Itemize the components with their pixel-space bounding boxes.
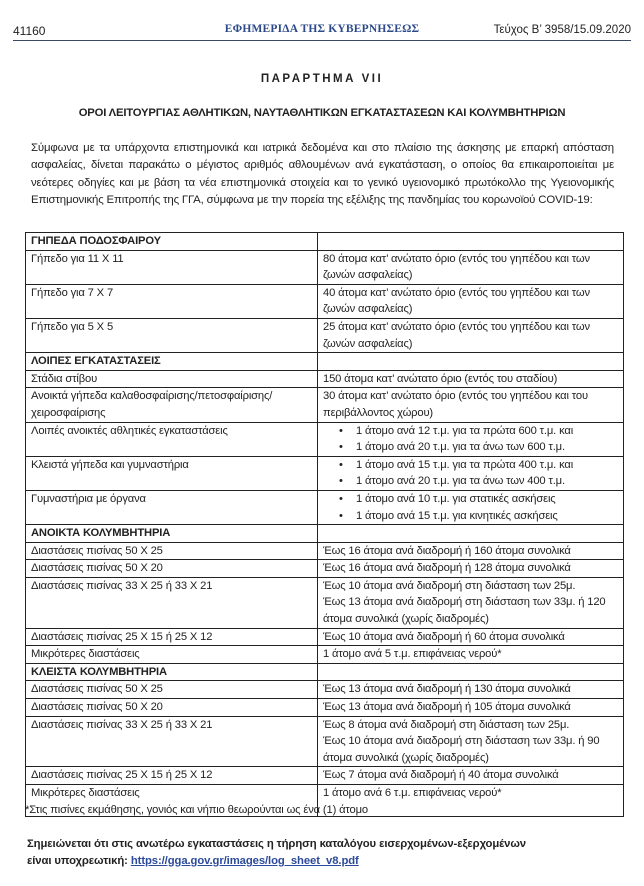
facility-cell: Διαστάσεις πισίνας 50 Χ 25 xyxy=(26,681,318,699)
limit-cell xyxy=(318,560,624,578)
limit-cell xyxy=(318,716,624,767)
facility-cell: Στάδια στίβου xyxy=(26,370,318,388)
limit-cell xyxy=(318,284,624,318)
facility-cell: Γυμναστήρια με όργανα xyxy=(26,490,318,524)
limit-cell xyxy=(318,490,624,524)
document-title: ΟΡΟΙ ΛΕΙΤΟΥΡΓΙΑΣ ΑΘΛΗΤΙΚΩΝ, ΝΑΥΤΑΘΛΗΤΙΚΩΝ ΕΓΚΑΤΑΣΤΑΣΕΩΝ ΚΑΙ ΚΟΛΥΜΒΗΤΗΡΙΩΝ xyxy=(78,107,566,119)
facility-cell: Διαστάσεις πισίνας 25 Χ 15 ή 25 Χ 12 xyxy=(26,767,318,785)
facility-cell: Μικρότερες διαστάσεις xyxy=(26,785,318,817)
table-row xyxy=(26,767,624,785)
bullet-item: • 1 άτομο ανά 20 τ.μ. για τα άνω των 400 τ.μ. xyxy=(323,473,620,490)
section-row xyxy=(26,233,624,251)
facility-cell: Διαστάσεις πισίνας 50 Χ 20 xyxy=(26,560,318,578)
annex-title: ΠΑΡΑΡΤΗΜΑ VII xyxy=(260,73,384,85)
facility-cell: Κλειστά γήπεδα και γυμναστήρια xyxy=(26,456,318,490)
facility-cell: Λοιπές ανοικτές αθλητικές εγκαταστάσεις xyxy=(26,422,318,456)
limit-text: 80 άτομα κατ’ ανώτατο όριο (εντός του γηπέδου και των ζωνών ασφαλείας) xyxy=(323,252,590,282)
table-row xyxy=(26,388,624,422)
facility-cell: Διαστάσεις πισίνας 50 Χ 20 xyxy=(26,699,318,717)
limit-cell xyxy=(318,542,624,560)
capacity-table xyxy=(25,232,624,817)
section-heading: ΑΝΟΙΚΤΑ ΚΟΛΥΜΒΗΤΗΡΙΑ xyxy=(26,525,318,543)
limit-cell xyxy=(318,233,624,251)
limit-text: 40 άτομα κατ’ ανώτατο όριο (εντός του γηπέδου και των ζωνών ασφαλείας) xyxy=(323,286,590,316)
table-row xyxy=(26,318,624,352)
table-row xyxy=(26,490,624,524)
section-row xyxy=(26,663,624,681)
section-row xyxy=(26,353,624,371)
table-row xyxy=(26,284,624,318)
table-row xyxy=(26,456,624,490)
limit-text: Έως 16 άτομα ανά διαδρομή ή 160 άτομα συνολικά xyxy=(323,544,571,557)
section-row xyxy=(26,525,624,543)
limit-text: Έως 13 άτομα ανά διαδρομή ή 130 άτομα συνολικά xyxy=(323,683,571,696)
limit-cell xyxy=(318,388,624,422)
limit-text: Έως 10 άτομα ανά διαδρομή στη διάσταση των 25μ. xyxy=(323,579,576,592)
limit-text: Έως 13 άτομα ανά διαδρομή στη διάσταση των 33μ. ή 120 άτομα συνολικά (χωρίς διαδρομές) xyxy=(323,596,606,626)
log-sheet-note xyxy=(27,836,526,870)
limit-text: Έως 7 άτομα ανά διαδρομή ή 40 άτομα συνολικά xyxy=(323,769,559,782)
page-header xyxy=(13,22,631,41)
limit-cell xyxy=(318,250,624,284)
table-row xyxy=(26,681,624,699)
section-heading: ΚΛΕΙΣΤΑ ΚΟΛΥΜΒΗΤΗΡΙΑ xyxy=(26,663,318,681)
facility-cell: Διαστάσεις πισίνας 33 Χ 25 ή 33 Χ 21 xyxy=(26,577,318,628)
log-sheet-link[interactable]: https://gga.gov.gr/images/log_sheet_v8.pdf xyxy=(130,855,359,867)
limit-cell xyxy=(318,628,624,646)
limit-cell xyxy=(318,456,624,490)
table-row xyxy=(26,542,624,560)
facility-cell: Διαστάσεις πισίνας 25 Χ 15 ή 25 Χ 12 xyxy=(26,628,318,646)
limit-text: 30 άτομα κατ’ ανώτατο όριο (εντός του γηπέδου και του περιβάλλοντος χώρου) xyxy=(323,390,588,419)
facility-cell: Γήπεδο για 5 Χ 5 xyxy=(26,318,318,352)
table-row xyxy=(26,699,624,717)
facility-cell: Γήπεδο για 11 Χ 11 xyxy=(26,250,318,284)
limit-cell xyxy=(318,663,624,681)
limit-cell xyxy=(318,370,624,388)
bullet-item: • 1 άτομο ανά 15 τ.μ. για κινητικές ασκήσεις xyxy=(323,508,620,525)
limit-text: 1 άτομο ανά 6 τ.μ. επιφάνειας νερού* xyxy=(323,787,502,799)
limit-cell xyxy=(318,422,624,456)
limit-cell xyxy=(318,699,624,717)
limit-cell xyxy=(318,353,624,371)
limit-cell xyxy=(318,577,624,628)
facility-cell: Γήπεδο για 7 Χ 7 xyxy=(26,284,318,318)
limit-text: 1 άτομο ανά 5 τ.μ. επιφάνειας νερού* xyxy=(323,648,502,661)
table-row xyxy=(26,560,624,578)
table-row xyxy=(26,250,624,284)
limit-cell xyxy=(318,646,624,664)
limit-text: 25 άτομα κατ’ ανώτατο όριο (εντός του γηπέδου και των ζωνών ασφαλείας) xyxy=(323,320,590,350)
limit-text: Έως 10 άτομα ανά διαδρομή ή 60 άτομα συνολικά xyxy=(323,630,565,643)
table-row xyxy=(26,628,624,646)
bullet-item: • 1 άτομο ανά 10 τ.μ. για στατικές ασκήσεις xyxy=(323,491,620,508)
limit-text: Έως 8 άτομα ανά διαδρομή στη διάσταση των 25μ. xyxy=(323,718,570,731)
bullet-item: • 1 άτομο ανά 12 τ.μ. για τα πρώτα 600 τ.μ. και xyxy=(323,423,620,440)
bullet-item: • 1 άτομο ανά 20 τ.μ. για τα άνω των 600 τ.μ. xyxy=(323,439,620,456)
table-row xyxy=(26,716,624,767)
facility-cell: Διαστάσεις πισίνας 50 Χ 25 xyxy=(26,542,318,560)
facility-cell: Διαστάσεις πισίνας 33 Χ 25 ή 33 Χ 21 xyxy=(26,716,318,767)
table-row xyxy=(26,370,624,388)
limit-cell xyxy=(318,767,624,785)
limit-cell xyxy=(318,681,624,699)
limit-text: 150 άτομα κατ’ ανώτατο όριο (εντός του σταδίου) xyxy=(323,372,558,385)
intro-paragraph: Σύμφωνα με τα υπάρχοντα επιστημονικά και ιατρικά δεδομένα και στο πλαίσιο της άσκησης με επαρκή απόσταση ασφαλείας, δίνεται παρακάτω ο μέγιστος αριθμός αθλουμένων ανά εγκατάσταση, ο οποίος θα επικαιροποιείται με νεότερες οδηγίες και με βάση τα νέα επιστημονικά στοιχεία και το γενικό υγειονομικό πρωτόκολλο της Υγειονομικής Επιστημονικής Επιτροπής της ΓΓΑ, σύμφωνα με την πορεία της εξέλιξης της πανδημίας του κορωνοϊού COVID-19: xyxy=(31,142,614,206)
footnote: *Στις πισίνες εκμάθησης, γονιός και νήπιο θεωρούνται ως ένα (1) άτομο xyxy=(25,804,368,816)
limit-text: Έως 10 άτομα ανά διαδρομή στη διάσταση των 33μ. ή 90 άτομα συνολικά (χωρίς διαδρομές) xyxy=(323,735,600,764)
page-number: 41160 xyxy=(13,24,46,38)
note-line-2: είναι υποχρεωτική: xyxy=(27,855,131,867)
table-row xyxy=(26,577,624,628)
table-row xyxy=(26,422,624,456)
facility-cell: Ανοικτά γήπεδα καλαθοσφαίρισης/πετοσφαίρισης/χειροσφαίρισης xyxy=(26,388,318,422)
limit-text: Έως 16 άτομα ανά διαδρομή ή 128 άτομα συνολικά xyxy=(323,562,571,575)
section-heading: ΓΗΠΕΔΑ ΠΟΔΟΣΦΑΙΡΟΥ xyxy=(26,233,318,251)
limit-cell xyxy=(318,525,624,543)
limit-text: Έως 13 άτομα ανά διαδρομή ή 105 άτομα συνολικά xyxy=(323,701,571,714)
limit-cell xyxy=(318,318,624,352)
bullet-item: • 1 άτομο ανά 15 τ.μ. για τα πρώτα 400 τ.μ. και xyxy=(323,457,620,474)
facility-cell: Μικρότερες διαστάσεις xyxy=(26,646,318,664)
section-heading: ΛΟΙΠΕΣ ΕΓΚΑΤΑΣΤΑΣΕΙΣ xyxy=(26,353,318,371)
publication-name: ΕΦΗΜΕΡΙΔΑ ΤΗΣ ΚΥΒΕΡΝΗΣΕΩΣ xyxy=(224,23,420,35)
issue-info: Τεύχος Β’ 3958/15.09.2020 xyxy=(493,24,631,36)
table-row xyxy=(26,646,624,664)
note-line-1: Σημειώνεται ότι στις ανωτέρω εγκαταστάσεις η τήρηση καταλόγου εισερχομένων-εξερχομένων xyxy=(27,838,526,850)
